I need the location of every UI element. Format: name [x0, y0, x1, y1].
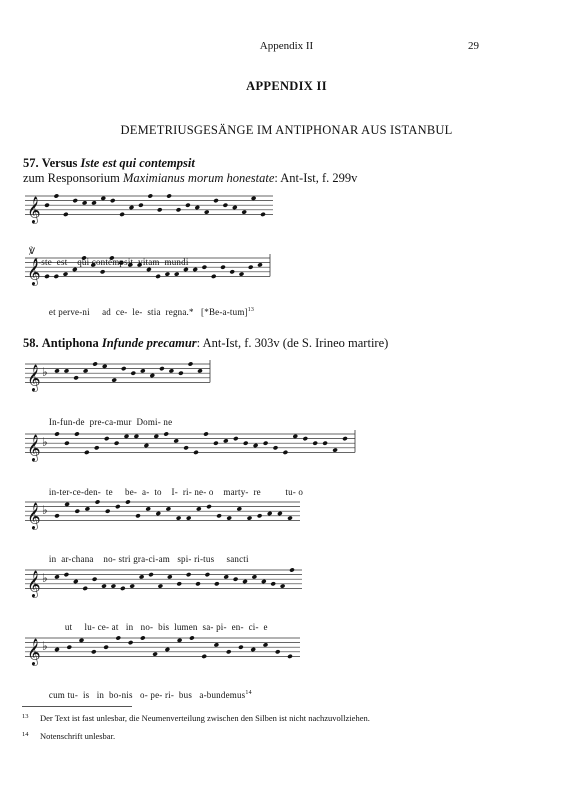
neume-note: [201, 654, 207, 659]
neume-note: [110, 583, 116, 588]
neume-note: [206, 504, 212, 509]
treble-clef-icon: 𝄞: [27, 197, 41, 224]
neume-note: [130, 371, 136, 376]
neume-note: [54, 431, 60, 436]
neume-note: [260, 212, 266, 217]
neume-note: [54, 647, 60, 652]
neume-note: [251, 196, 257, 201]
neume-note: [129, 205, 135, 210]
neume-note: [204, 572, 210, 577]
neume-note: [204, 209, 210, 214]
neume-note: [105, 509, 111, 514]
neume-note: [64, 368, 70, 373]
neume-note: [213, 198, 219, 203]
neume-note: [63, 212, 69, 217]
neume-note: [128, 640, 134, 645]
lyric-text: in ar-chana no- stri gra-ci-am spi- ri-tus sancti: [48, 554, 249, 564]
neume-note: [243, 441, 249, 446]
neume-note: [273, 445, 279, 450]
staff-5-lyrics: [44, 544, 249, 564]
neume-note: [277, 511, 283, 516]
neume-note: [195, 581, 201, 586]
neume-note: [167, 574, 173, 579]
neume-note: [173, 438, 179, 443]
piece-58-genre: Antiphona: [41, 336, 99, 350]
piece-58-incipit: Infunde precamur: [101, 336, 197, 350]
neume-note: [178, 371, 184, 376]
neume-note: [53, 274, 59, 279]
footnote-number: 13: [22, 713, 29, 720]
neume-note: [229, 269, 235, 274]
neume-note: [155, 274, 161, 279]
neume-note: [232, 205, 238, 210]
neume-note: [72, 267, 78, 272]
neume-note: [155, 511, 161, 516]
neume-note: [44, 203, 50, 208]
staff-2-lyrics: [44, 297, 254, 317]
neume-note: [157, 583, 163, 588]
neume-note: [73, 375, 79, 380]
neume-note: [247, 515, 253, 520]
neume-note: [280, 583, 286, 588]
neume-note: [213, 642, 219, 647]
piece-57-subtitle-work: Maximianus morum honestate: [123, 171, 275, 185]
neume-note: [111, 377, 117, 382]
neume-note: [103, 645, 109, 650]
neume-note: [153, 434, 159, 439]
footnote-14: [22, 731, 115, 741]
neume-note: [53, 193, 59, 198]
neume-note: [203, 431, 209, 436]
neume-note: [84, 506, 90, 511]
neume-note: [152, 651, 158, 656]
footnote-number: 14: [22, 731, 29, 738]
footnote-ref-13: 13: [247, 307, 255, 313]
piece-57-incipit: Iste est qui contempsit: [80, 156, 195, 170]
treble-clef-icon: 𝄞: [27, 571, 41, 598]
neume-note: [129, 583, 135, 588]
footnote-rule: [22, 706, 132, 707]
neume-note: [91, 649, 97, 654]
neume-note: [176, 515, 182, 520]
neume-note: [226, 515, 232, 520]
neume-note: [74, 509, 80, 514]
flat-sign-icon: ♭: [42, 503, 48, 518]
lyric-text: in-ter-ce-den- te be- a- to I- ri- ne- o marty- re tu- o: [48, 487, 304, 497]
neume-note: [143, 443, 149, 448]
neume-note: [289, 567, 295, 572]
neume-note: [189, 635, 195, 640]
piece-58-subtitle-source: : Ant-Ist, f. 303v (de S. Irineo martire): [196, 336, 389, 350]
neume-note: [196, 506, 202, 511]
neume-note: [101, 583, 107, 588]
lyric-text: In-fun-de pre-ca-mur Domi- ne: [48, 417, 173, 427]
neume-note: [54, 368, 60, 373]
treble-clef-icon: 𝄞: [27, 259, 41, 286]
neume-note: [261, 579, 267, 584]
neume-note: [149, 373, 155, 378]
neume-note: [54, 574, 60, 579]
neume-note: [163, 431, 169, 436]
section-title: DEMETRIUSGESÄNGE IM ANTIPHONAR AUS ISTANBUL: [120, 123, 453, 137]
neume-note: [267, 511, 273, 516]
neume-note: [135, 513, 141, 518]
staff-1-lyrics: [24, 236, 189, 267]
neume-note: [287, 654, 293, 659]
footnote-ref-14: 14: [245, 690, 252, 696]
neume-note: [121, 366, 127, 371]
footnote-text: Notenschrift unlesbar.: [40, 731, 116, 741]
neume-note: [263, 642, 269, 647]
neume-note: [115, 504, 121, 509]
neume-note: [257, 513, 263, 518]
neume-note: [84, 450, 90, 455]
piece-58-number: 58.: [23, 336, 39, 350]
neume-note: [72, 198, 78, 203]
flat-sign-icon: ♭: [42, 365, 48, 380]
lyric-text: ut lu- ce- at in no- bis lumen sa- pi- en- ci- e: [64, 622, 268, 632]
neume-note: [302, 436, 308, 441]
neume-note: [165, 506, 171, 511]
neume-note: [44, 274, 50, 279]
treble-clef-icon: 𝄞: [27, 639, 41, 666]
neume-note: [157, 207, 163, 212]
neume-note: [183, 267, 189, 272]
neume-note: [120, 586, 126, 591]
neume-note: [287, 515, 293, 520]
neume-note: [124, 434, 130, 439]
neume-note: [133, 434, 139, 439]
staff-4-lyrics: [44, 477, 303, 497]
piece-57-subtitle-prefix: zum Responsorium: [23, 171, 120, 185]
neume-note: [186, 572, 192, 577]
neume-note: [92, 361, 98, 366]
neume-note: [125, 499, 131, 504]
neume-note: [183, 445, 189, 450]
neume-note: [79, 638, 85, 643]
flat-sign-icon: ♭: [42, 435, 48, 450]
neume-note: [275, 649, 281, 654]
neume-note: [214, 581, 220, 586]
neume-note: [201, 265, 207, 270]
staff-3-lyrics: [44, 407, 172, 427]
neume-note: [185, 203, 191, 208]
neume-note: [236, 506, 242, 511]
neume-note: [66, 645, 72, 650]
neume-note: [248, 265, 254, 270]
neume-note: [145, 506, 151, 511]
neume-note: [177, 638, 183, 643]
neume-note: [282, 450, 288, 455]
appendix-title: APPENDIX II: [246, 79, 327, 93]
neume-note: [257, 262, 263, 267]
neume-note: [164, 647, 170, 652]
neume-note: [95, 499, 101, 504]
neume-note: [63, 271, 69, 276]
treble-clef-icon: 𝄞: [27, 365, 41, 392]
neume-note: [223, 438, 229, 443]
neume-note: [188, 361, 194, 366]
neume-note: [91, 200, 97, 205]
neume-note: [140, 368, 146, 373]
neume-note: [168, 368, 174, 373]
neume-note: [253, 443, 259, 448]
neume-note: [192, 267, 198, 272]
neume-note: [220, 265, 226, 270]
treble-clef-icon: 𝄞: [27, 435, 41, 462]
neume-note: [166, 193, 172, 198]
neume-note: [100, 196, 106, 201]
neume-note: [211, 274, 217, 279]
neume-note: [251, 574, 257, 579]
neume-note: [54, 513, 60, 518]
neume-note: [92, 577, 98, 582]
neume-note: [186, 515, 192, 520]
neume-note: [292, 434, 298, 439]
neume-note: [193, 450, 199, 455]
neume-note: [159, 366, 165, 371]
piece-57-genre: Versus: [41, 156, 78, 170]
neume-note: [102, 364, 108, 369]
neume-note: [139, 574, 145, 579]
neume-note: [213, 441, 219, 446]
neume-note: [216, 513, 222, 518]
page-number: 29: [468, 40, 479, 52]
footnote-text: Der Text ist fast unlesbar, die Neumenverteilung zwischen den Silben ist nicht nachzuvollziehen.: [40, 713, 370, 723]
neume-note: [104, 436, 110, 441]
flat-sign-icon: ♭: [42, 571, 48, 586]
neume-note: [263, 441, 269, 446]
staff-7-lyrics: [44, 680, 252, 700]
lyric-text: I-ste est qui contempsit vitam mundi: [34, 257, 189, 267]
neume-note: [64, 441, 70, 446]
neume-note: [233, 577, 239, 582]
neume-note: [239, 271, 245, 276]
neume-note: [176, 581, 182, 586]
neume-note: [147, 193, 153, 198]
footnote-13: [22, 713, 370, 723]
neume-note: [73, 579, 79, 584]
neume-note: [233, 436, 239, 441]
neume-note: [223, 574, 229, 579]
staff-6-lyrics: [60, 612, 268, 632]
neume-note: [241, 209, 247, 214]
neume-note: [270, 581, 276, 586]
neume-note: [197, 368, 203, 373]
neume-note: [176, 207, 182, 212]
neume-note: [242, 579, 248, 584]
piece-57-subtitle-source: : Ant-Ist, f. 299v: [274, 171, 358, 185]
neume-note: [342, 436, 348, 441]
lyric-text: cum tu- is in bo-nis o- pe- ri- bus a-bundemus: [48, 690, 246, 700]
neume-note: [322, 441, 328, 446]
neume-note: [146, 267, 152, 272]
neume-note: [238, 645, 244, 650]
neume-note: [140, 635, 146, 640]
neume-note: [100, 269, 106, 274]
neume-note: [138, 203, 144, 208]
neume-note: [226, 649, 232, 654]
running-head: Appendix II: [259, 40, 314, 52]
neume-note: [250, 647, 256, 652]
verse-sign: ℣: [28, 246, 36, 256]
flat-sign-icon: ♭: [42, 639, 48, 654]
neume-note: [82, 586, 88, 591]
neume-note: [74, 431, 80, 436]
neume-note: [64, 502, 70, 507]
neume-note: [94, 445, 100, 450]
piece-57-number: 57.: [23, 156, 39, 170]
lyric-text: et perve-ni ad ce- le- stia regna.* [*Be-a-tum]: [48, 307, 248, 317]
neume-note: [222, 203, 228, 208]
neume-note: [119, 212, 125, 217]
neume-note: [82, 200, 88, 205]
neume-note: [194, 205, 200, 210]
treble-clef-icon: 𝄞: [27, 503, 41, 530]
neume-note: [148, 572, 154, 577]
neume-note: [332, 447, 338, 452]
neume-note: [115, 635, 121, 640]
neume-note: [63, 572, 69, 577]
neume-note: [174, 271, 180, 276]
neume-note: [114, 441, 120, 446]
neume-note: [164, 271, 170, 276]
neume-note: [83, 368, 89, 373]
neume-note: [110, 198, 116, 203]
neume-note: [312, 441, 318, 446]
